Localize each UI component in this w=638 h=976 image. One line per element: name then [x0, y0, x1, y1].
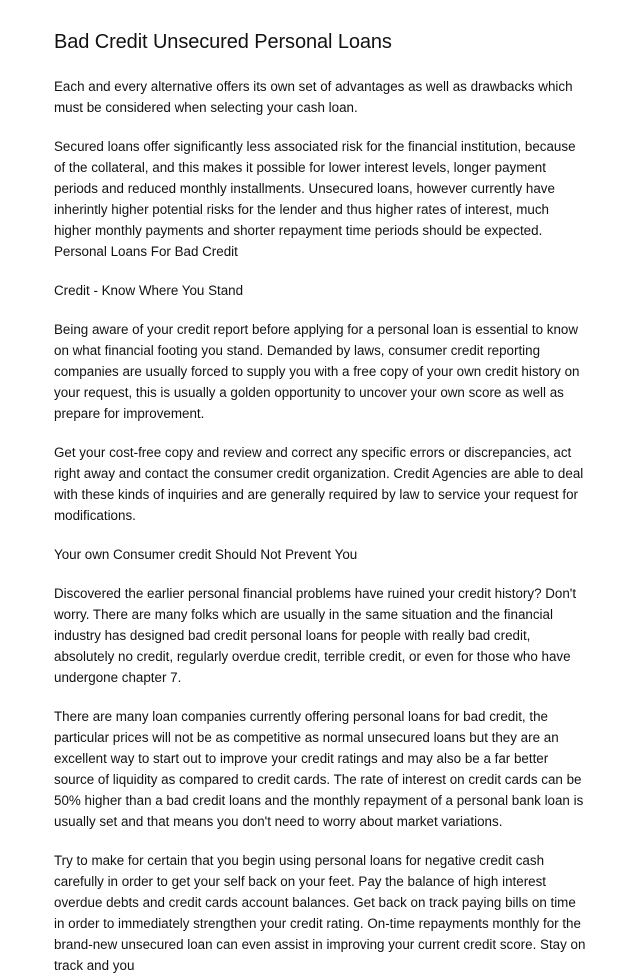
paragraph-free-copy: Get your cost-free copy and review and correct any specific errors or discrepancies, act right away and contact the consumer credit organization. Credit Agencies are able to deal with these kinds of inquiries and are generally required by law to service your request for modifications. — [54, 445, 584, 523]
document-title: Bad Credit Unsecured Personal Loans — [54, 31, 392, 53]
section-heading-should-not-prevent: Your own Consumer credit Should Not Prevent You — [54, 547, 358, 562]
paragraph-intro: Each and every alternative offers its own set of advantages as well as drawbacks which must be considered when selecting your cash loan. — [54, 79, 573, 115]
paragraph-use-carefully: Try to make for certain that you begin using personal loans for negative credit cash carefully in order to get your self back on your feet. Pay the balance of high interest overdue debts and credit cards account balances. Get back on track paying bills on time in order to immediately strengthen your credit rating. On-time repayments monthly for the brand-new unsecured loan can even assist in improving your current credit score. Stay on track and you — [54, 853, 586, 973]
paragraph-past-problems: Discovered the earlier personal financial problems have ruined your credit history? Don't worry. There are many folks which are usually in the same situation and the financial industry has designed bad credit personal loans for people with really bad credit, absolutely no credit, regularly overdue credit, terrible credit, or even for those who have undergone chapter 7. — [54, 586, 577, 685]
section-heading-know-where-you-stand: Credit - Know Where You Stand — [54, 283, 244, 298]
paragraph-credit-report: Being aware of your credit report before applying for a personal loan is essential to know on what financial footing you stand. Demanded by laws, consumer credit reporting companies are usually forced to supply you with a free copy of your own credit history on your request, this is usually a golden opportunity to uncover your own score as well as prepare for improvement. — [54, 322, 580, 421]
paragraph-loan-companies: There are many loan companies currently offering personal loans for bad credit, the particular prices will not be as competitive as normal unsecured loans but they are an excellent way to start out to improve your credit ratings and may also be a far better source of liquidity as compared to credit cards. The rate of interest on credit cards can be 50% higher than a bad credit loans and the monthly repayment of a personal bank loan is usually set and that means you don't need to worry about market variations. — [54, 709, 584, 829]
paragraph-secured-vs-unsecured: Secured loans offer significantly less associated risk for the financial institution, because of the collateral, and this makes it possible for lower interest levels, longer payment periods and reduced monthly installments. Unsecured loans, however currently have inherintly higher potential risks for the lender and thus higher rates of interest, much higher monthly payments and shorter repayment time periods should be expected. Personal Loans For Bad Credit — [54, 139, 576, 259]
